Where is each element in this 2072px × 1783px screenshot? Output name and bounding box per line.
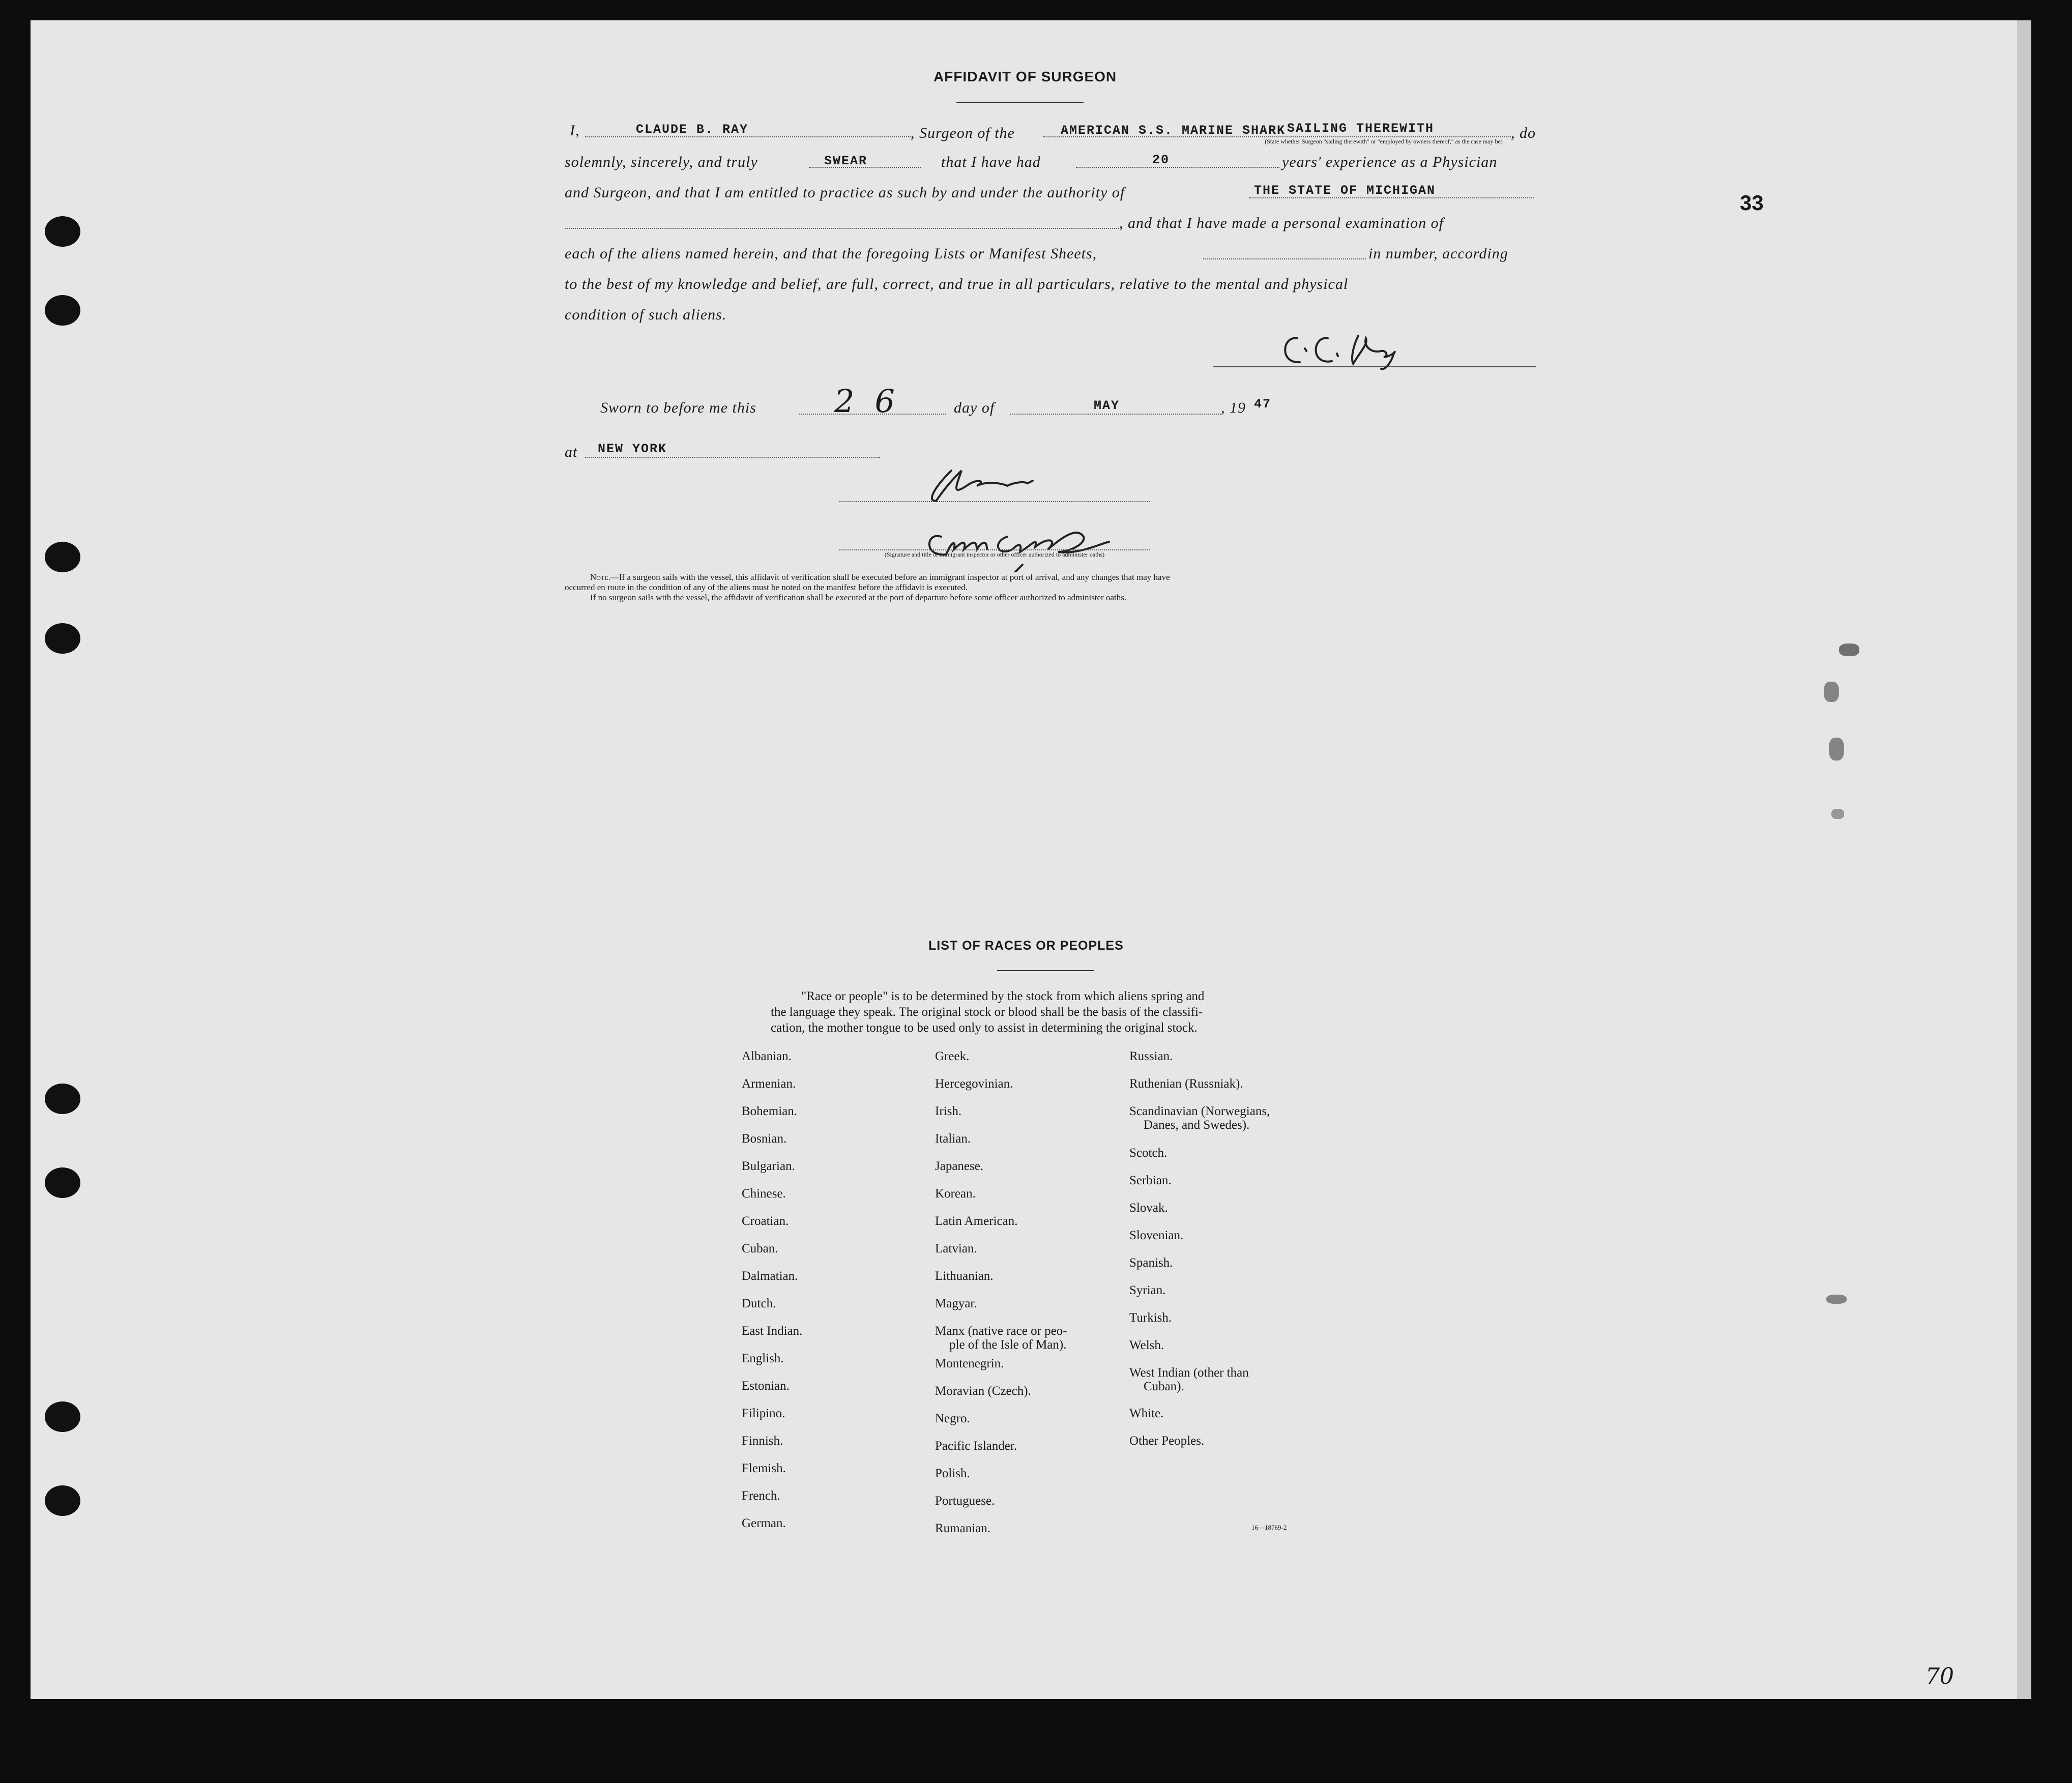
line7: condition of such aliens. <box>565 306 727 323</box>
sworn-month: MAY <box>1094 398 1120 413</box>
race-item: Serbian. <box>1129 1174 1172 1187</box>
races-column-3 <box>1129 1049 1270 1462</box>
years-value: 20 <box>1152 153 1170 167</box>
sworn-year-prefix: , 19 <box>1221 399 1246 416</box>
races-column-2 <box>935 1049 1067 1549</box>
race-item: Russian. <box>1129 1049 1173 1063</box>
punch-hole <box>45 1485 80 1516</box>
note-line-2: occurred en route in the condition of any of the aliens must be noted on the manifest before the affidavit is executed. <box>565 582 968 592</box>
line5-a: each of the aliens named herein, and that the foregoing Lists or Manifest Sheets, <box>565 245 1097 262</box>
race-item: Chinese. <box>742 1187 786 1201</box>
surgeon-status: SAILING THEREWITH <box>1287 121 1435 136</box>
punch-hole <box>45 542 80 572</box>
race-item: Flemish. <box>742 1462 786 1475</box>
punch-hole <box>45 295 80 326</box>
inspector-signature-line-2 <box>839 549 1150 550</box>
race-item-cont: Danes, and Swedes). <box>1144 1118 1250 1132</box>
race-item: Bulgarian. <box>742 1159 795 1173</box>
place-field <box>585 457 880 458</box>
race-item: Syrian. <box>1129 1283 1166 1297</box>
line5-b: in number, according <box>1368 245 1508 262</box>
race-item: Filipino. <box>742 1407 785 1420</box>
race-item: German. <box>742 1516 786 1530</box>
place-value: NEW YORK <box>598 442 667 456</box>
surgeon-signature <box>1277 326 1409 371</box>
ink-smudge <box>1831 809 1844 819</box>
page-number: 33 <box>1740 191 1764 215</box>
race-item: Negro. <box>935 1412 970 1425</box>
race-item: Latvian. <box>935 1242 977 1255</box>
race-item: Finnish. <box>742 1434 783 1448</box>
race-item: Hercegovinian. <box>935 1077 1013 1091</box>
at-label: at <box>565 444 578 460</box>
race-item: Korean. <box>935 1187 976 1201</box>
race-item-text: Scandinavian (Norwegians, <box>1129 1104 1270 1118</box>
line2-c: years' experience as a Physician <box>1282 154 1498 170</box>
document-page <box>31 20 2031 1699</box>
sworn-day: 26 <box>834 383 915 420</box>
race-item: Estonian. <box>742 1379 790 1393</box>
race-item: Moravian (Czech). <box>935 1384 1031 1398</box>
sheets-count-field <box>1203 258 1366 259</box>
race-item: Dutch. <box>742 1297 776 1310</box>
line6: to the best of my knowledge and belief, are full, correct, and true in all particulars, relative to the mental and physical <box>565 276 1349 293</box>
race-item: Dalmatian. <box>742 1269 798 1283</box>
race-item-cont: ple of the Isle of Man). <box>949 1338 1067 1352</box>
line2-a: solemnly, sincerely, and truly <box>565 154 758 170</box>
ink-smudge <box>1824 682 1839 702</box>
vessel-name: AMERICAN S.S. MARINE SHARK <box>1061 123 1286 138</box>
ink-smudge <box>1826 1295 1847 1304</box>
sworn-day-of: day of <box>954 399 995 416</box>
races-title-rule <box>997 970 1094 971</box>
race-item: Other Peoples. <box>1129 1434 1205 1448</box>
race-item: English. <box>742 1352 784 1365</box>
inspector-signature-line-1 <box>839 501 1150 502</box>
affidavit-note <box>565 572 1536 603</box>
race-item <box>935 1324 1067 1357</box>
title-rule <box>956 102 1084 103</box>
oath-word: SWEAR <box>824 154 868 168</box>
race-item: Ruthenian (Russniak). <box>1129 1077 1243 1091</box>
race-item: Slovenian. <box>1129 1229 1184 1242</box>
sworn-month-field <box>1010 414 1221 415</box>
race-item: Greek. <box>935 1049 970 1063</box>
race-item-text: West Indian (other than <box>1129 1366 1249 1380</box>
affidavit-title: AFFIDAVIT OF SURGEON <box>933 69 1117 84</box>
race-item: Polish. <box>935 1467 970 1480</box>
race-item: Bohemian. <box>742 1104 798 1118</box>
race-item: French. <box>742 1489 780 1503</box>
form-number: 16—18769-2 <box>1251 1524 1287 1531</box>
intro-line-3: cation, the mother tongue to be used only to assist in determining the original stock. <box>771 1021 1198 1035</box>
line4-a: , and that I have made a personal examination of <box>1119 215 1444 231</box>
race-item: Welsh. <box>1129 1338 1164 1352</box>
race-item-text: Manx (native race or peo- <box>935 1324 1067 1338</box>
race-item: Bosnian. <box>742 1132 787 1146</box>
race-item: Spanish. <box>1129 1256 1173 1270</box>
race-item: Croatian. <box>742 1214 789 1228</box>
line2-b: that I have had <box>941 154 1041 170</box>
race-item: Magyar. <box>935 1297 977 1310</box>
race-item: Irish. <box>935 1104 962 1118</box>
race-item-cont: Cuban). <box>1144 1380 1184 1393</box>
authority-value: THE STATE OF MICHIGAN <box>1254 183 1436 198</box>
race-item: Japanese. <box>935 1159 984 1173</box>
note-line-1: Note.—If a surgeon sails with the vessel, this affidavit of verification shall be executed before an immigrant inspector at port of arrival, and any changes that may have <box>590 572 1170 582</box>
status-note: (State whether Surgeon "sailing therewith" or "employed by owners thereof," as the case may be) <box>1265 138 1503 145</box>
signature-caption: (Signature and title of immigrant inspector or other officer authorized to administer oaths) <box>884 551 1105 558</box>
race-item: Latin American. <box>935 1214 1018 1228</box>
race-item: Montenegrin. <box>935 1357 1004 1370</box>
surgeon-of-label: , Surgeon of the <box>911 125 1015 141</box>
race-item <box>1129 1366 1270 1407</box>
race-item: Scotch. <box>1129 1146 1168 1160</box>
punch-hole <box>45 623 80 654</box>
note-line-3: If no surgeon sails with the vessel, the affidavit of verification shall be executed at the port of departure before some officer authorized to administer oaths. <box>590 593 1127 602</box>
punch-hole <box>45 1167 80 1198</box>
intro-line-1: "Race or people" is to be determined by the stock from which aliens spring and <box>801 989 1205 1003</box>
ink-smudge <box>1829 738 1844 761</box>
races-title: LIST OF RACES OR PEOPLES <box>928 939 1124 953</box>
races-column-1 <box>742 1049 802 1544</box>
line3-a: and Surgeon, and that I am entitled to practice as such by and under the authority of <box>565 184 1125 201</box>
do-label: , do <box>1511 125 1536 141</box>
intro-line-2: the language they speak. The original stock or blood shall be the basis of the classifi- <box>771 1005 1203 1019</box>
race-item: East Indian. <box>742 1324 803 1338</box>
authority-field-cont <box>565 228 1119 229</box>
race-item: Pacific Islander. <box>935 1439 1017 1453</box>
races-intro <box>771 988 1335 1036</box>
race-item: Cuban. <box>742 1242 778 1255</box>
race-item: Rumanian. <box>935 1522 991 1535</box>
years-field <box>1076 167 1279 168</box>
surgeon-name: CLAUDE B. RAY <box>636 122 749 137</box>
line1-prefix: I, <box>570 122 580 139</box>
sworn-year: 47 <box>1254 397 1272 412</box>
race-item: Albanian. <box>742 1049 792 1063</box>
race-item: Armenian. <box>742 1077 796 1091</box>
ink-smudge <box>1839 644 1859 656</box>
race-item: Italian. <box>935 1132 971 1146</box>
sworn-prefix: Sworn to before me this <box>600 399 756 416</box>
punch-hole <box>45 216 80 247</box>
punch-hole <box>45 1401 80 1432</box>
race-item <box>1129 1104 1270 1146</box>
race-item: Lithuanian. <box>935 1269 994 1283</box>
race-item: Portuguese. <box>935 1494 995 1508</box>
punch-hole <box>45 1084 80 1114</box>
sheet-number: 70 <box>1925 1663 1954 1689</box>
race-item: Slovak. <box>1129 1201 1168 1215</box>
note-label: Note. <box>590 572 610 582</box>
race-item: Turkish. <box>1129 1311 1172 1325</box>
race-item: White. <box>1129 1407 1164 1420</box>
